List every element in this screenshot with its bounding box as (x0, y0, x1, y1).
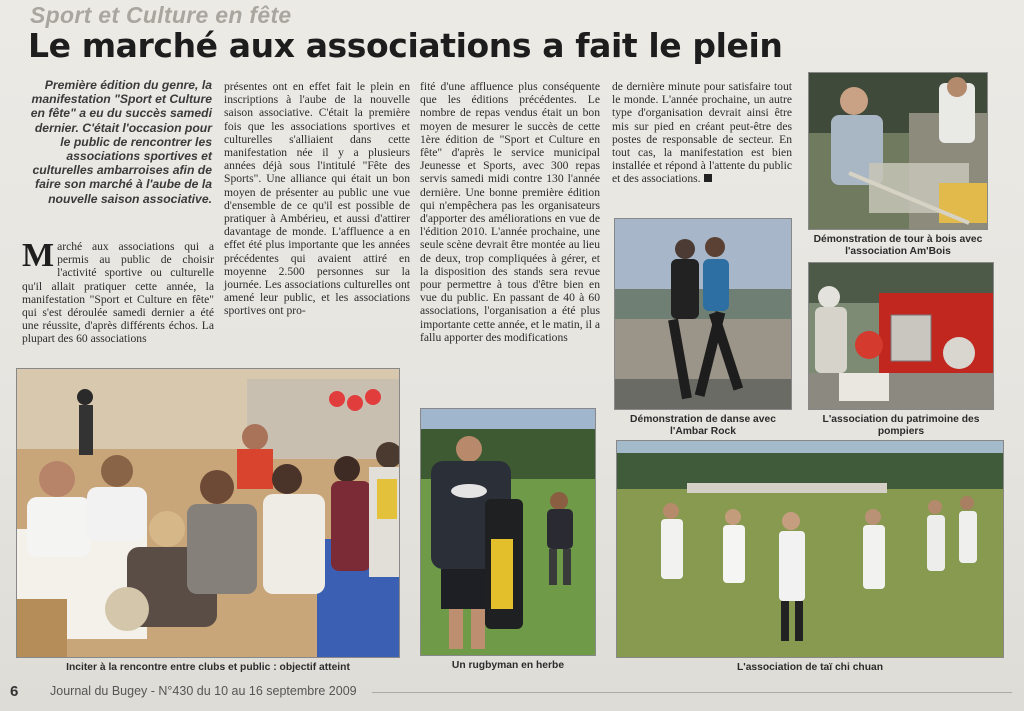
caption-dance: Démonstration de danse avec l'Ambar Rock (630, 414, 776, 437)
caption-wood-turning: Démonstration de tour à bois avec l'association Am'Bois (813, 234, 983, 257)
article-column-4 (612, 80, 792, 186)
caption-tai-chi: L'association de taï chi chuan (736, 662, 884, 673)
column-1-text: arché aux associations qui a permis au public de choisir l'activité sportive ou culturelle qu'il allait pratiquer cette année, la manifestation "Sport et Culture en fête" qui s'est déroulée samedi dernier a été une réussite, d'après différents échos. La plupart des 60 associations (22, 240, 214, 346)
article-column-2: présentes ont en effet fait le plein en inscriptions à l'aube de la nouvelle saison associative. C'était la première fois que les associations sportives et culturelles s'alliaient dans cette manifestation née il y a plusieurs années déjà sous l'intitulé "Fête des Sports". Une alliance qui était un bon moyen de présenter au public une vue d'ensemble de ce qu'il est possible de pratiquer à Ambérieu, et aussi d'attirer davantage de monde. L'affluence a en effet été plus importante que les années précédentes qui avaient attiré en moyenne 2.500 personnes sur la journée. Les associations culturelles ont amené leur public, et les associations sportives ont pro- (224, 80, 410, 318)
photo-fire-heritage (808, 262, 994, 410)
photo-dance-image (615, 219, 792, 410)
journal-issue-line: Journal du Bugey - N°430 du 10 au 16 septembre 2009 (50, 684, 357, 698)
column-4-text: de dernière minute pour satisfaire tout le monde. L'année prochaine, un autre type d'organisation devrait ainsi être mis sur pied en créant peut-être des postes de responsable de secteur. En tout cas, la manifestation est bien installée et répond à l'attente du public et des associations. (612, 80, 792, 186)
photo-fire-heritage-image (809, 263, 994, 410)
photo-tai-chi (616, 440, 1004, 658)
article-lead: Première édition du genre, la manifestation "Sport et Culture en fête" a eu du succès samedi dernier. C'était l'occasion pour le public de rencontrer les associations sportives et culturelles ambarroises afin de faire son marché à l'aube de la nouvelle saison associative. (30, 78, 212, 206)
footer-rule (372, 692, 1012, 693)
photo-tai-chi-image (617, 441, 1004, 658)
photo-meeting-image (17, 369, 400, 658)
article-column-1 (22, 237, 214, 346)
end-of-article-mark (704, 174, 712, 182)
photo-wood-turning-image (809, 73, 988, 230)
caption-fire-heritage: L'association du patrimoine des pompiers (822, 414, 980, 437)
photo-rugby-image (421, 409, 596, 656)
headline: Le marché aux associations a fait le plein (28, 26, 783, 65)
caption-rugby: Un rugbyman en herbe (451, 660, 565, 671)
drop-cap: M (22, 237, 55, 274)
page-footer (10, 683, 1010, 703)
photo-dance (614, 218, 792, 410)
photo-rugby (420, 408, 596, 656)
section-rubric: Sport et Culture en fête (30, 2, 292, 28)
photo-wood-turning (808, 72, 988, 230)
caption-meeting: Inciter à la rencontre entre clubs et public : objectif atteint (66, 662, 350, 673)
article-column-3: fité d'une affluence plus conséquente que les éditions précédentes. Le nombre de repas vendus était un bon moyen de mesurer le succès de cette 1ère édition de "Sport et Culture en fête" d'après le service municipal Jeunesse et Sports, avec 300 repas servis samedi midi contre 130 l'année dernière. Une bonne première édition qui n'empêchera pas les organisateurs d'apporter des améliorations en vue de l'édition 2010. L'année prochaine, une seule scène devrait être montée au lieu de deux, trop compliquées à gérer, et la disposition des stands sera revue pour permettre à tous d'être bien en vue du public. En passant de 40 à 60 associations, l'organisation a été plus importante cette année, et le matin, il a fallu apporter des modifications (420, 80, 600, 344)
page-number: 6 (10, 683, 19, 700)
photo-meeting (16, 368, 400, 658)
